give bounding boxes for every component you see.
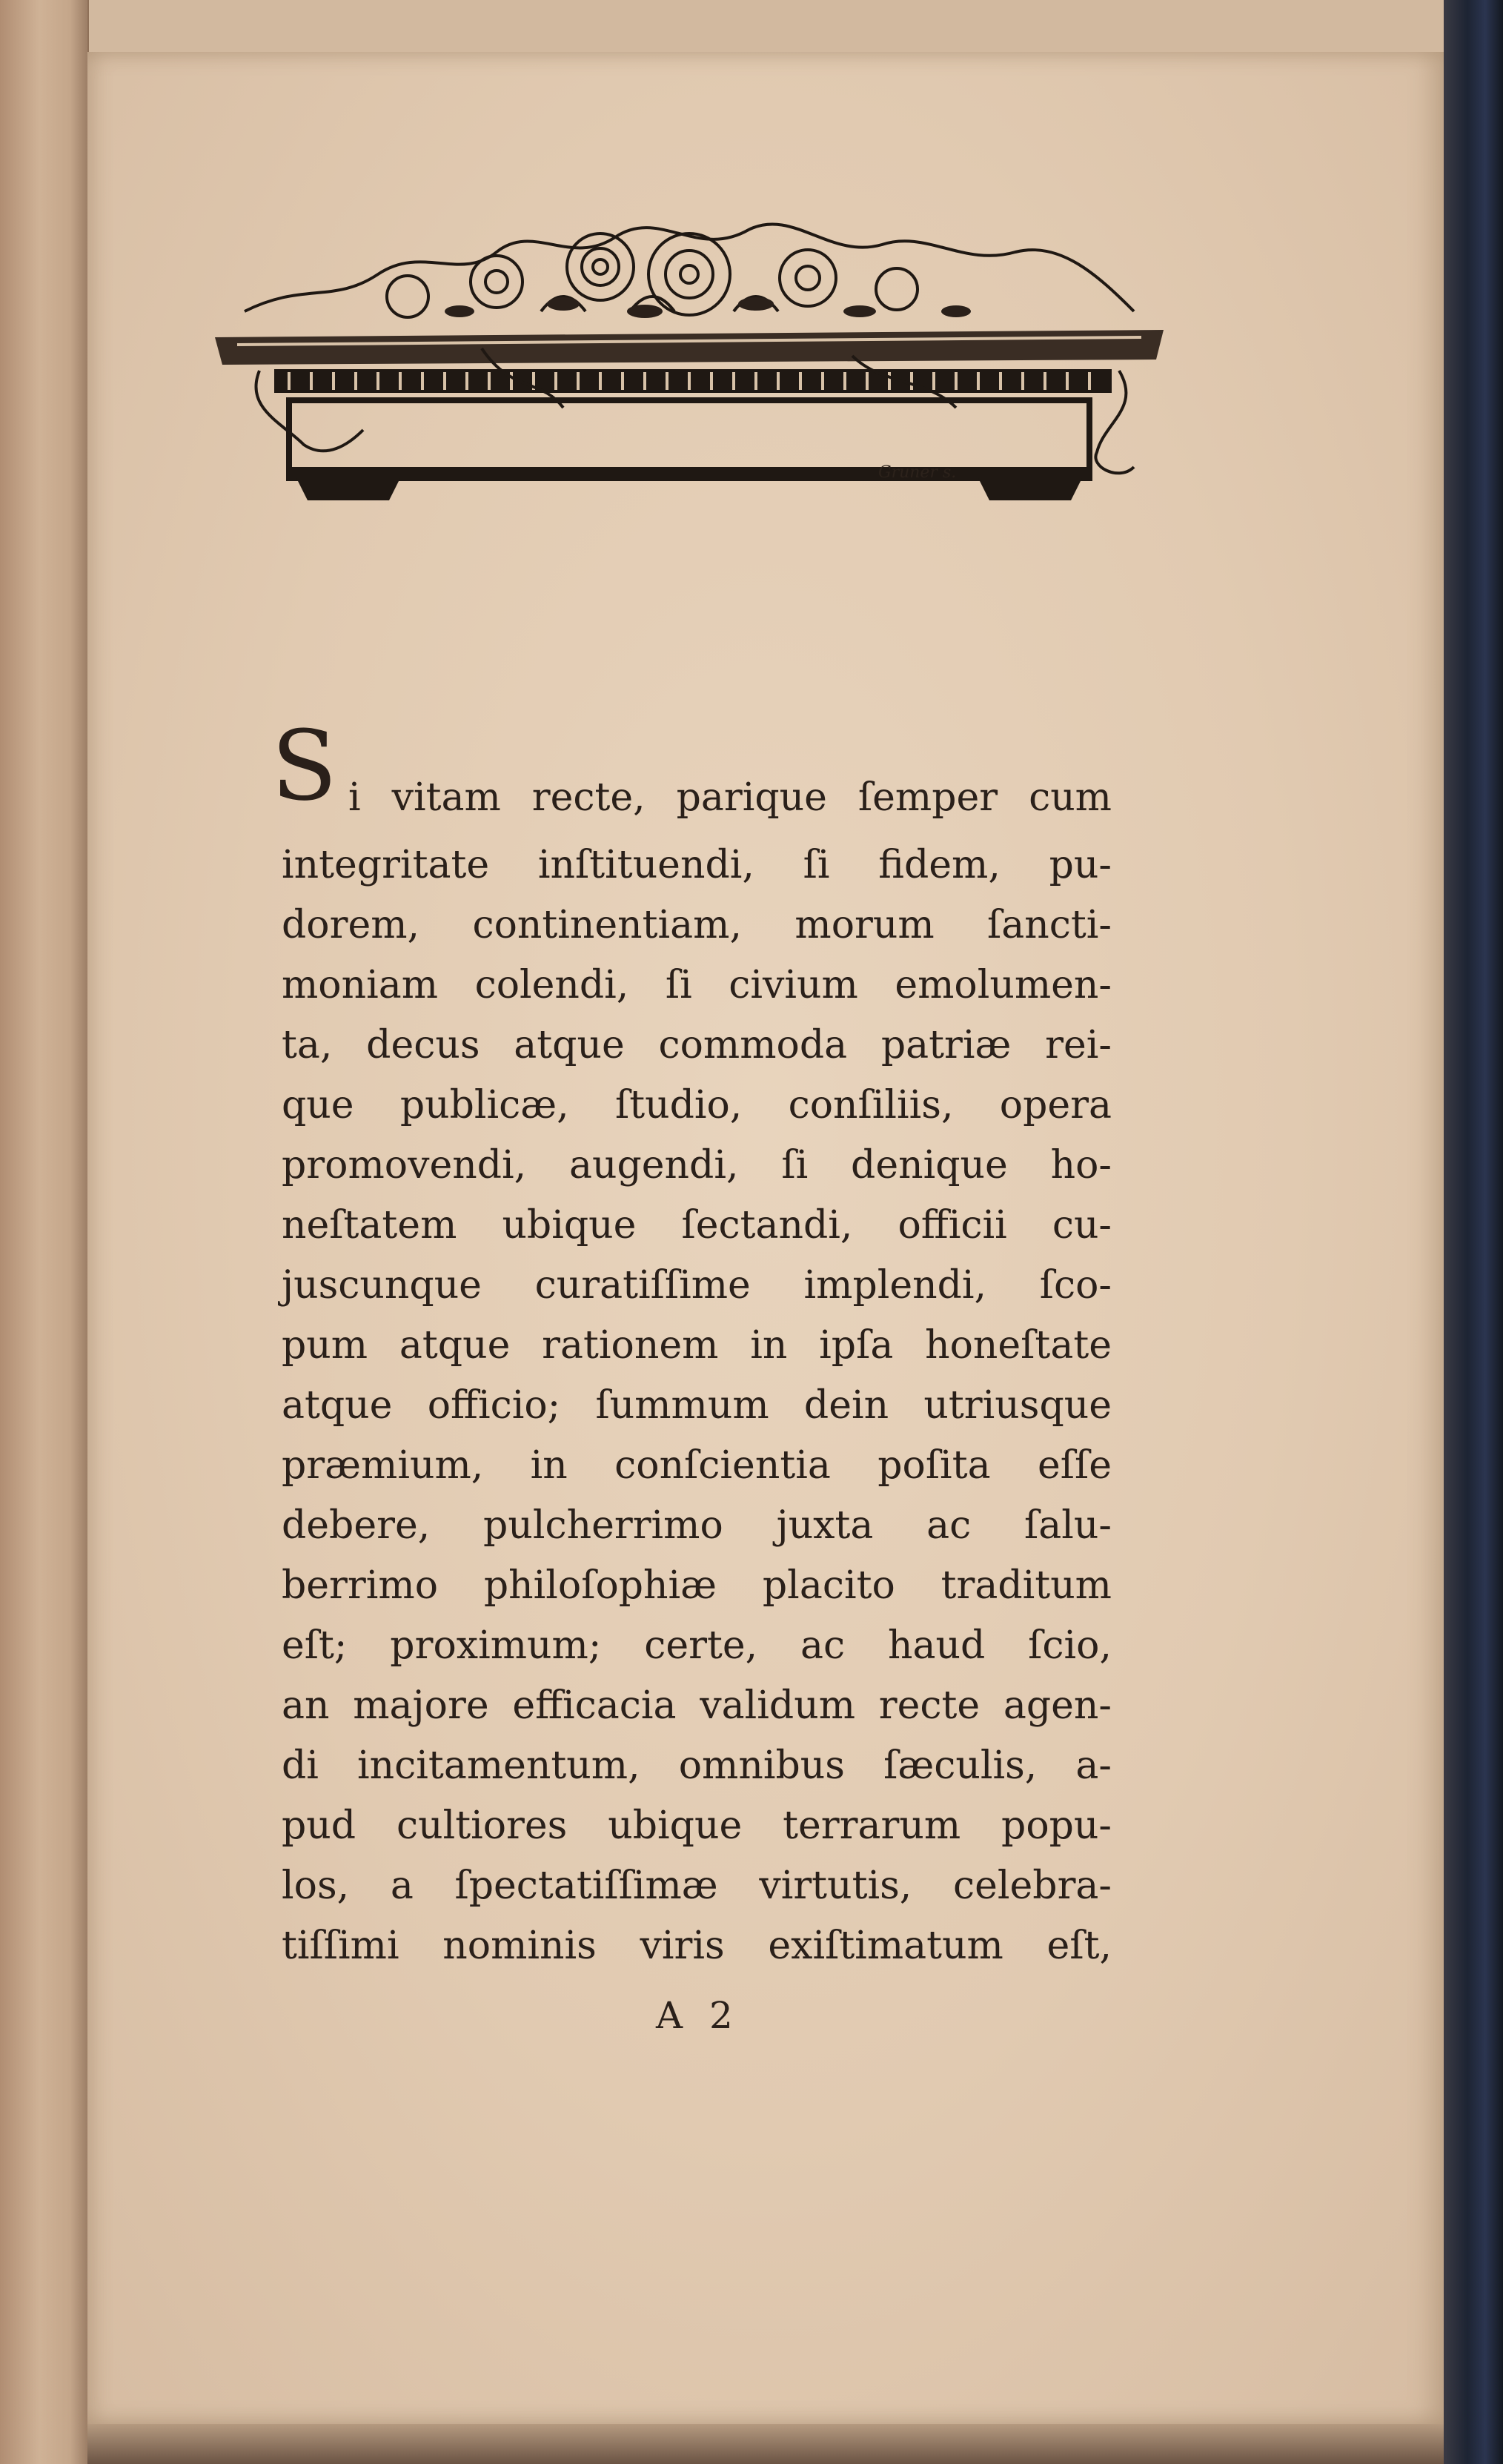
text-line: tiſſimi nominis viris exiſtimatum eſt,	[282, 1924, 1112, 1968]
text-line: ta, decus atque commoda patriæ rei-	[282, 1023, 1112, 1067]
text-line: neſtatem ubique ſectandi, officii cu-	[282, 1203, 1112, 1248]
text-line: los, a ſpectatiſſimæ virtutis, celebra-	[282, 1864, 1112, 1908]
text-line: di incitamentum, omnibus ſæculis, a-	[282, 1743, 1112, 1788]
text-line: moniam colendi, ſi civium emolumen-	[282, 963, 1112, 1007]
text-line: atque officio; ſummum dein utriusque	[282, 1383, 1112, 1428]
text-line: pud cultiores ubique terrarum popu-	[282, 1804, 1112, 1848]
text-line: promovendi, augendi, ſi denique ho-	[282, 1143, 1112, 1188]
text-line: juscunque curatiſſime implendi, ſco-	[282, 1263, 1112, 1308]
body-text	[282, 835, 1112, 1976]
text-line-first: i vitam recte, parique ſemper cum	[348, 775, 1112, 820]
text-line: berrimo philoſophiæ placito traditum	[282, 1563, 1112, 1608]
engraver-signature: Gruner s.	[878, 463, 957, 482]
text-line: que publicæ, ſtudio, conſiliis, opera	[282, 1083, 1112, 1127]
text-line: eſt; proximum; certe, ac haud ſcio,	[282, 1623, 1112, 1668]
text-line: debere, pulcherrimo juxta ac ſalu-	[282, 1503, 1112, 1548]
text-line: præmium, in conſcientia poſita eſſe	[282, 1443, 1112, 1488]
text-line: pum atque rationem in ipſa honeſtate	[282, 1323, 1112, 1368]
page-bottom-edge	[87, 2424, 1444, 2464]
left-page-edge	[0, 0, 89, 2464]
drop-capital: S	[271, 709, 338, 822]
headpiece-ornament	[215, 200, 1164, 519]
book-spine	[1444, 0, 1503, 2464]
text-line: dorem, continentiam, morum ſancti-	[282, 903, 1112, 947]
signature-mark: A 2	[656, 1994, 740, 2037]
text-line: integritate inſtituendi, ſi fidem, pu-	[282, 843, 1112, 887]
text-line: an majore efficacia validum recte agen-	[282, 1683, 1112, 1728]
